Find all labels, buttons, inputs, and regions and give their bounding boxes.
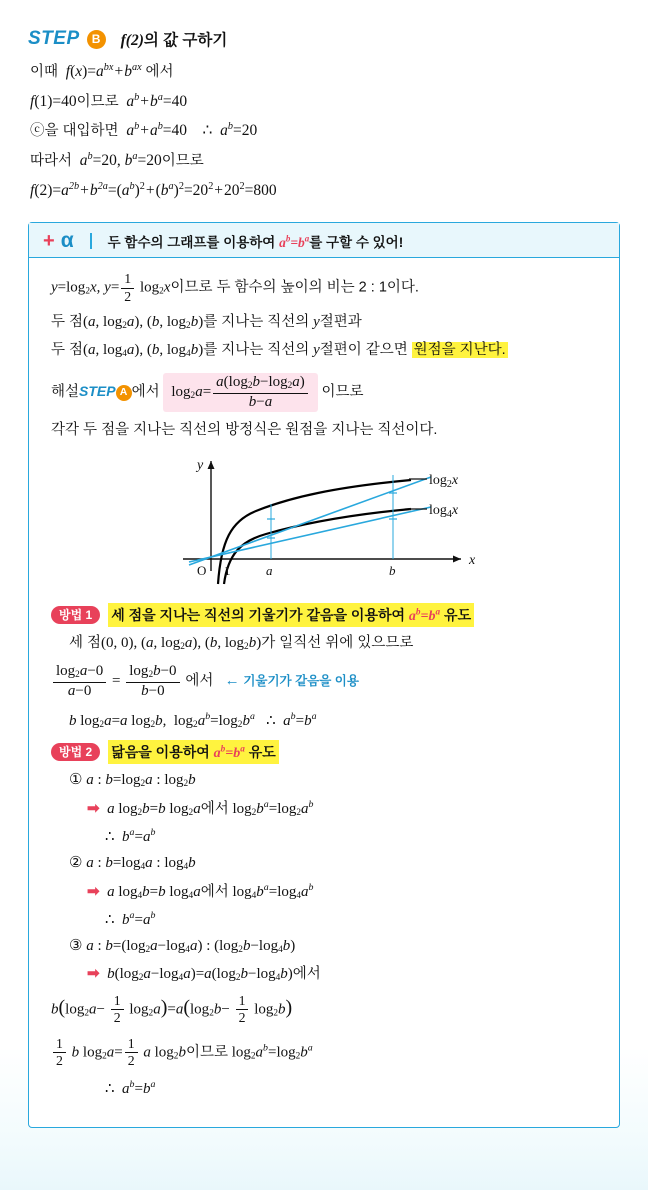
step-title-arg: (2) [125,32,144,49]
method-2-item-3-line-3: $\frac{1}{2}$ b $\log_2a=$ $\frac{1}{2}$ a $\log_2b$이므로 $\log_2a^b=\log_2b^a$ [51,1037,601,1069]
body-line-2: 두 점(a, $\log_2a$), (b, $\log_2b$)를 지나는 직선의 y절편과 [51,314,362,332]
body-line-1: $y=\log_2x$, y= $\frac{1}{2}$ $\log_2x$이므로 두 함수의 높이의 비는 2 : 1이다. [51,271,419,304]
method-1-header [51,603,601,627]
method-1-title: 세 점을 지나는 직선의 기울기가 같음을 이용하여 $a^b=b^a$ 유도 [108,603,474,627]
method-2-chip: 방법 2 [51,743,100,761]
body-line-4-post: 이므로 [321,383,364,400]
divider [90,233,92,249]
tick-label-b: b [389,563,396,579]
x-axis-label: x [469,553,476,569]
body-line-5 [51,422,601,439]
secant-line-2 [189,507,431,562]
curve-log4 [224,509,411,584]
method-2-title: 닮음을 이용하여 $a^b=b^a$ 유도 [108,740,279,764]
method-1-line-1: 세 점(0, 0), (a, $\log_2a$), (b, $\log_2b$)가 일직선 위에 있으므로 [69,635,414,653]
method-2-item-3-conclusion: ∴ $a^b=b^a$ [105,1078,156,1097]
method-2-item-2: ② a : $b=\log_4a$ : $\log_4b$ [69,855,196,873]
alpha-icon: α [60,229,74,253]
plus-alpha-title-post: 를 구할 수 있어! [309,234,404,250]
body-line-3: 두 점(a, $\log_4a$), (b, $\log_4b$)를 지나는 직선의 y절편이 같으면 원점을 지난다. [51,341,506,359]
page-title [121,28,228,50]
solution-line-4: 따라서 $a^b=20$, $b^a=20$이므로 [30,150,204,170]
method-1-note: 기울기가 같음을 이용 [243,674,359,689]
graph-figure [51,449,601,589]
method-1-title-pre: 세 점을 지나는 직선의 기울기가 같음을 이용하여 [111,607,409,624]
arrow-right-icon: ➡ [87,883,100,900]
plus-alpha-header [29,223,619,258]
body-line-4-mid: 에서 [131,383,160,400]
step-inline-badge: A [116,385,132,401]
body-line-4-prefix: 해설 [51,383,80,400]
method-2-item-1-conclusion: ∴ $b^a=a^b$ [105,826,156,845]
y-axis-arrow [208,461,215,469]
method-2-item-3-line-2: $b(\log_2a-$ $\frac{1}{2}$ $\log_2a)=a(\log_2b-$ $\frac{1}{2}$ $\log_2b$) [51,992,293,1026]
arrow-right-icon: ➡ [87,965,100,982]
solution-line-1: 이때 $f(x)=a^{bx}+b^{ax}$ 에서 [30,62,174,81]
tick-label-1: 1 [224,563,231,579]
plus-alpha-box [28,222,620,1128]
step-title-text: 의 값 구하기 [143,32,228,49]
method-2-header [51,740,601,764]
solution-line-5: $f(2)=a^{2b}+b^{2a}=(a^b)^2+(b^a)^2=20^2+20^2=800$ [30,180,277,199]
step-badge: B [87,30,106,49]
step-title-function: f [120,32,126,49]
method-2-item-1: ① a : $b=\log_2a$ : $\log_2b$ [69,772,196,790]
curve-label-log4: $\log_4x$ [429,503,459,521]
plus-icon: + [43,229,55,252]
method-1-eq-tail: 에서 [185,673,214,690]
x-axis-arrow [453,556,461,563]
body-line-4 [51,373,601,413]
plus-alpha-title-math: $a^b=b^a$ [279,233,310,250]
step-inline-word: STEP [79,382,116,399]
y-axis-label: y [197,458,204,474]
method-2-item-1-derivation: ➡ a $\log_2b=b$ $\log_2a$에서 $\log_2b^a=\log_2a^b$ [87,798,314,818]
plus-alpha-title-pre: 두 함수의 그래프를 이용하여 [107,234,280,250]
arrow-right-icon: ➡ [87,800,100,817]
plus-alpha-title [108,231,404,251]
curve-label-log2: $\log_2x$ [429,473,459,491]
method-2-item-2-derivation: ➡ a $\log_4b=b$ $\log_4a$에서 $\log_4b^a=\log_4a^b$ [87,881,314,901]
method-2-item-2-conclusion: ∴ $b^a=a^b$ [105,909,156,928]
method-1-title-post: 유도 [440,607,472,624]
solution-line-3: ⓒ을 대입하면 $a^b+a^b=40$ ∴ $a^b=20$ [30,121,258,140]
log-graph-svg [161,449,491,589]
secant-line-1 [189,477,431,565]
body-line-3-highlight: 원점을 지난다. [413,341,506,358]
step-header [28,0,620,50]
tick-label-a: a [266,563,273,579]
method-1-line-2: $\frac{\log_2a-0}{a-0}$ = $\frac{\log_2b-0}{b-0}$ 에서 ← 기울기가 같음을 이용 [51,664,601,700]
method-1-line-3: b $\log_2a=a$ $\log_2b$, $\log_2a^b=\log_2b^a$ ∴ $a^b=b^a$ [69,711,317,731]
origin-label: O [197,563,207,579]
highlighted-formula: $\log_2a=$ $\frac{a(\log_2b-\log_2a)}{b-a}$ [163,373,317,413]
plus-alpha-body [29,258,619,1127]
method-2-title-pre: 닮음을 이용하여 [111,744,214,761]
method-2-item-3-derivation: ➡ $b(\log_2a-\log_4a)=a(\log_2b-\log_4b)$에서 [87,965,321,983]
method-2-item-3: ③ a : $b=(\log_2a-\log_4a)$ : $(\log_2b-\log_4b)$ [69,938,296,956]
method-2-title-post: 유도 [244,744,276,761]
body-line-5-text: 각각 두 점을 지나는 직선의 방정식은 원점을 지나는 직선이다. [51,422,438,439]
solution-line-2: f(1)=40이므로 $a^b+b^a=40$ [30,91,188,110]
step-word: STEP [28,28,80,49]
method-1-chip: 방법 1 [51,606,100,624]
arrow-left-icon: ← [224,673,240,690]
